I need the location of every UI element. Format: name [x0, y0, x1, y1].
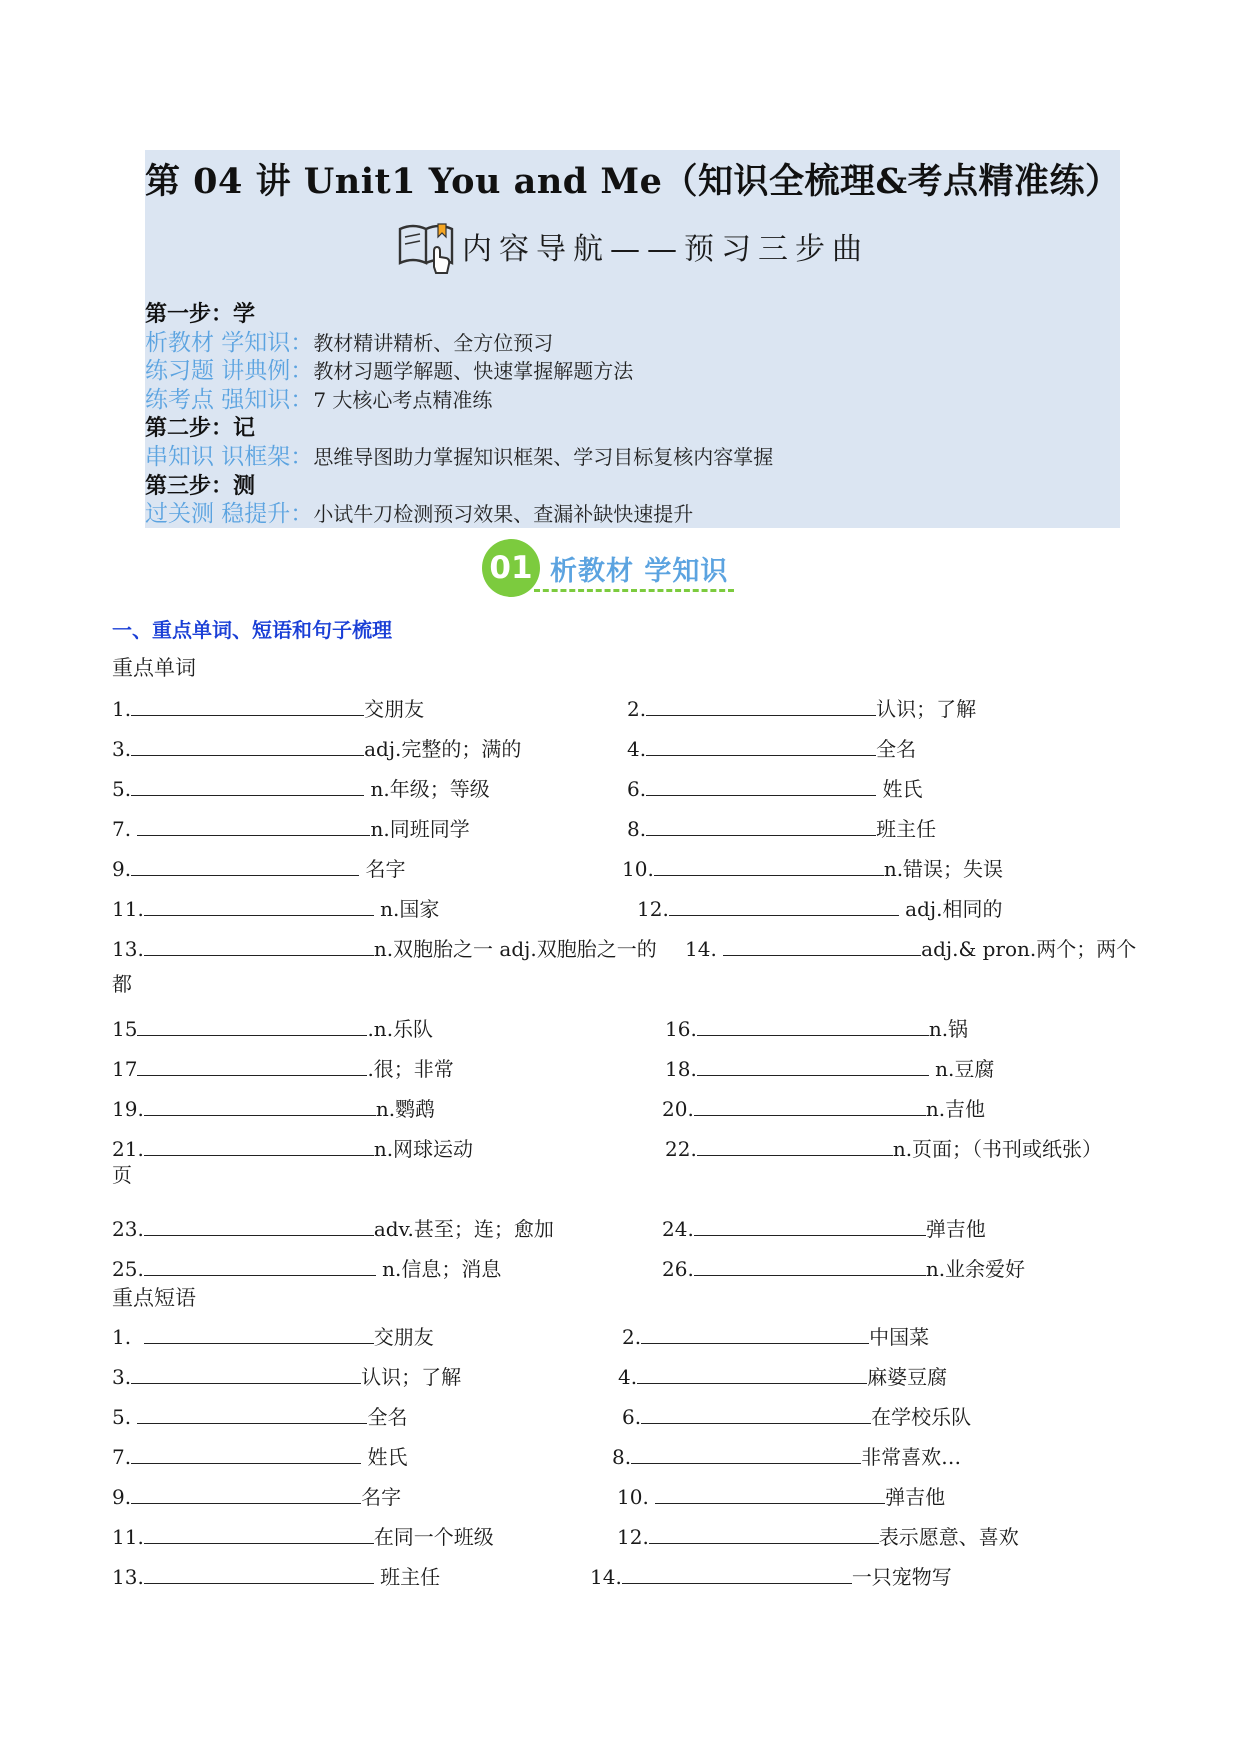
book-hand-icon: [396, 215, 458, 277]
word-item: [112, 1133, 473, 1162]
phrase-number: 6.: [622, 1405, 642, 1429]
word-item: [112, 1013, 433, 1042]
word-item: [665, 1133, 1102, 1162]
word-meaning: n.业余爱好: [925, 1257, 1026, 1281]
phrase-number: 9.: [112, 1485, 132, 1509]
phrase-item: [112, 1441, 407, 1470]
step-line: [145, 472, 773, 501]
badge-number: 01: [482, 539, 540, 597]
word-item: [662, 1213, 986, 1242]
word-meaning: .很；非常: [367, 1057, 454, 1081]
word-answer-blank[interactable]: [723, 935, 921, 956]
phrase-answer-blank[interactable]: [131, 1483, 361, 1504]
step-description: 教材习题学解题、快速掌握解题方法: [313, 359, 634, 384]
word-item: [112, 1253, 501, 1282]
word-number: 11.: [112, 897, 144, 921]
word-number: 9.: [112, 857, 132, 881]
steps-list: [145, 300, 773, 529]
word-answer-blank[interactable]: [137, 815, 370, 836]
phrase-item: [622, 1321, 929, 1350]
phrase-answer-blank[interactable]: [144, 1563, 374, 1584]
word-answer-blank[interactable]: [646, 695, 876, 716]
step-line: [145, 329, 773, 358]
word-answer-blank[interactable]: [697, 1055, 929, 1076]
phrase-item: [622, 1401, 971, 1430]
word-item: [622, 853, 1003, 882]
word-14-wrap: 都: [112, 972, 132, 996]
word-item: [112, 933, 657, 962]
word-meaning: n.年级；等级: [364, 777, 490, 801]
word-meaning: adj.相同的: [898, 897, 1003, 921]
badge-underline: [534, 589, 734, 592]
word-answer-blank[interactable]: [137, 1015, 367, 1036]
phrase-answer-blank[interactable]: [137, 1403, 367, 1424]
phrase-number: 5.: [112, 1405, 138, 1429]
phrase-answer-blank[interactable]: [144, 1323, 374, 1344]
word-answer-blank[interactable]: [144, 935, 374, 956]
word-answer-blank[interactable]: [144, 1095, 376, 1116]
word-item: [112, 1093, 435, 1122]
word-meaning: n.豆腐: [928, 1057, 995, 1081]
word-meaning: 姓氏: [876, 777, 923, 801]
word-answer-blank[interactable]: [131, 695, 364, 716]
word-number: 3.: [112, 737, 132, 761]
word-number: 13.: [112, 937, 144, 961]
step-title: 第一步：学: [145, 301, 256, 327]
word-number: 25.: [112, 1257, 144, 1281]
word-meaning: n.锅: [928, 1017, 969, 1041]
word-meaning: n.国家: [373, 897, 440, 921]
step-key: 练考点 强知识：: [145, 386, 314, 413]
word-number: 21.: [112, 1137, 144, 1161]
word-item: [665, 1013, 968, 1042]
word-item: [112, 1213, 554, 1242]
phrases-title: 重点短语: [112, 1286, 196, 1310]
phrase-item: [618, 1361, 947, 1390]
step-title: 第二步：记: [145, 415, 256, 442]
word-number: 26.: [662, 1257, 694, 1281]
phrase-meaning: 名字: [361, 1485, 402, 1509]
step-description: 小试牛刀检测预习效果、查漏补缺快速提升: [313, 502, 694, 527]
word-item: [637, 893, 1002, 922]
word-number: 20.: [662, 1097, 694, 1121]
phrase-answer-blank[interactable]: [144, 1523, 374, 1544]
word-answer-blank[interactable]: [697, 1135, 893, 1156]
word-number: 15: [112, 1017, 138, 1041]
word-number: 5.: [112, 777, 132, 801]
word-number: 8.: [627, 817, 647, 841]
phrase-answer-blank[interactable]: [637, 1363, 867, 1384]
word-answer-blank[interactable]: [694, 1095, 926, 1116]
phrase-number: 11.: [112, 1525, 144, 1549]
word-item: [665, 1053, 994, 1082]
word-item: [112, 893, 439, 922]
word-meaning: 认识；了解: [876, 697, 977, 721]
word-item: [627, 693, 976, 722]
phrase-meaning: 认识；了解: [361, 1365, 462, 1389]
word-meaning: adv.甚至；连；愈加: [373, 1217, 554, 1241]
step-line: [145, 414, 773, 443]
word-number: 16.: [665, 1017, 697, 1041]
word-item: [112, 773, 490, 802]
phrase-item: [112, 1521, 494, 1550]
word-number: 24.: [662, 1217, 694, 1241]
step-title: 第三步：测: [145, 472, 256, 499]
word-item: [112, 693, 424, 722]
phrase-item: [112, 1321, 434, 1350]
phrase-meaning: 在学校乐队: [871, 1405, 972, 1429]
section-badge: [482, 538, 728, 598]
word-item: [112, 813, 470, 842]
words-title: 重点单词: [112, 656, 196, 680]
word-number: 6.: [627, 777, 647, 801]
word-22-wrap: 页: [112, 1163, 132, 1187]
word-item: [627, 733, 916, 762]
word-answer-blank[interactable]: [646, 815, 876, 836]
phrase-number: 2.: [622, 1325, 642, 1349]
word-item: [627, 773, 922, 802]
phrase-meaning: 全名: [367, 1405, 408, 1429]
word-answer-blank[interactable]: [654, 855, 884, 876]
phrase-answer-blank[interactable]: [655, 1483, 885, 1504]
phrase-item: [112, 1361, 461, 1390]
word-answer-blank[interactable]: [669, 895, 899, 916]
phrase-meaning: 在同一个班级: [373, 1525, 494, 1549]
step-line: [145, 386, 773, 415]
word-answer-blank[interactable]: [646, 735, 876, 756]
word-answer-blank[interactable]: [137, 1055, 367, 1076]
phrase-item: [617, 1521, 1019, 1550]
step-line: [145, 500, 773, 529]
word-number: 17: [112, 1057, 138, 1081]
phrase-answer-blank[interactable]: [641, 1323, 869, 1344]
phrase-meaning: 非常喜欢…: [861, 1445, 962, 1469]
nav-banner: [145, 215, 1120, 277]
phrase-number: 4.: [618, 1365, 638, 1389]
word-number: 4.: [627, 737, 647, 761]
phrase-meaning: 交朋友: [373, 1325, 434, 1349]
phrase-item: [112, 1401, 407, 1430]
phrase-number: 8.: [612, 1445, 632, 1469]
phrase-answer-blank[interactable]: [649, 1523, 879, 1544]
word-meaning: n.鹦鹉: [375, 1097, 436, 1121]
step-key: 练习题 讲典例：: [145, 358, 314, 385]
word-number: 10.: [622, 857, 654, 881]
header-box: [145, 150, 1120, 528]
phrase-item: [612, 1441, 961, 1470]
word-item: [662, 1093, 985, 1122]
phrase-answer-blank[interactable]: [131, 1443, 361, 1464]
word-answer-blank[interactable]: [144, 895, 374, 916]
word-meaning: 班主任: [876, 817, 937, 841]
phrase-item: [112, 1481, 401, 1510]
step-line: [145, 300, 773, 329]
phrase-number: 7.: [112, 1445, 132, 1469]
step-description: 思维导图助力掌握知识框架、学习目标复核内容掌握: [313, 444, 774, 469]
word-answer-blank[interactable]: [144, 1215, 374, 1236]
step-key: 过关测 稳提升：: [145, 501, 314, 528]
word-meaning: n.信息；消息: [375, 1257, 502, 1281]
phrase-item: [112, 1561, 440, 1590]
phrase-item: [617, 1481, 945, 1510]
phrase-answer-blank[interactable]: [622, 1563, 852, 1584]
word-item: [112, 853, 405, 882]
word-answer-blank[interactable]: [694, 1215, 926, 1236]
phrase-meaning: 中国菜: [869, 1325, 930, 1349]
word-number: 22.: [665, 1137, 697, 1161]
word-item: [112, 1053, 454, 1082]
phrase-number: 14.: [590, 1565, 622, 1589]
badge-text: 析教材 学知识: [550, 555, 729, 587]
word-meaning: 名字: [359, 857, 406, 881]
word-answer-blank[interactable]: [131, 735, 364, 756]
phrase-meaning: 弹吉他: [885, 1485, 946, 1509]
step-description: 7 大核心考点精准练: [313, 387, 493, 412]
step-key: 析教材 学知识：: [145, 329, 314, 356]
page-title: 第 04 讲 Unit1 You and Me（知识全梳理&考点精准练）: [145, 161, 1121, 202]
phrase-number: 12.: [617, 1525, 649, 1549]
word-item: [685, 933, 1136, 962]
word-meaning: 交朋友: [364, 697, 425, 721]
step-line: [145, 357, 773, 386]
word-meaning: n.页面；（书刊或纸张）: [892, 1137, 1103, 1161]
step-line: [145, 443, 773, 472]
word-number: 18.: [665, 1057, 697, 1081]
word-number: 2.: [627, 697, 647, 721]
phrase-answer-blank[interactable]: [131, 1363, 361, 1384]
word-meaning: n.双胞胎之一 adj.双胞胎之一的: [373, 937, 657, 961]
word-number: 14.: [685, 937, 724, 961]
phrase-number: 10.: [617, 1485, 656, 1509]
phrase-number: 13.: [112, 1565, 144, 1589]
word-meaning: n.错误；失误: [883, 857, 1004, 881]
phrase-meaning: 麻婆豆腐: [867, 1365, 948, 1389]
phrase-meaning: 班主任: [373, 1565, 441, 1589]
word-answer-blank[interactable]: [131, 775, 364, 796]
word-answer-blank[interactable]: [131, 855, 359, 876]
step-key: 串知识 识框架：: [145, 443, 314, 470]
section-title: 一、重点单词、短语和句子梳理: [112, 618, 392, 642]
word-meaning: n.网球运动: [373, 1137, 474, 1161]
nav-label: 内容导航——预习三步曲: [462, 232, 869, 267]
phrase-meaning: 表示愿意、喜欢: [878, 1525, 1019, 1549]
phrase-answer-blank[interactable]: [631, 1443, 861, 1464]
word-meaning: adj.完整的；满的: [364, 737, 522, 761]
word-item: [112, 733, 521, 762]
phrase-answer-blank[interactable]: [641, 1403, 871, 1424]
word-answer-blank[interactable]: [694, 1255, 926, 1276]
phrase-number: 3.: [112, 1365, 132, 1389]
word-number: 19.: [112, 1097, 144, 1121]
word-number: 23.: [112, 1217, 144, 1241]
word-answer-blank[interactable]: [646, 775, 876, 796]
phrase-number: 1.: [112, 1325, 144, 1349]
word-item: [627, 813, 936, 842]
phrase-meaning: 姓氏: [361, 1445, 408, 1469]
word-number: 7.: [112, 817, 138, 841]
word-meaning: n.同班同学: [370, 817, 470, 841]
phrase-meaning: 一只宠物写: [851, 1565, 952, 1589]
phrase-item: [590, 1561, 952, 1590]
word-meaning: 全名: [876, 737, 917, 761]
word-number: 1.: [112, 697, 132, 721]
word-meaning: adj.& pron.两个；两个: [921, 937, 1137, 961]
word-answer-blank[interactable]: [697, 1015, 929, 1036]
word-meaning: n.吉他: [925, 1097, 986, 1121]
word-number: 12.: [637, 897, 669, 921]
word-answer-blank[interactable]: [144, 1255, 376, 1276]
word-answer-blank[interactable]: [144, 1135, 374, 1156]
step-description: 教材精讲精析、全方位预习: [313, 330, 554, 355]
word-meaning: .n.乐队: [367, 1017, 434, 1041]
word-meaning: 弹吉他: [925, 1217, 986, 1241]
word-item: [662, 1253, 1025, 1282]
